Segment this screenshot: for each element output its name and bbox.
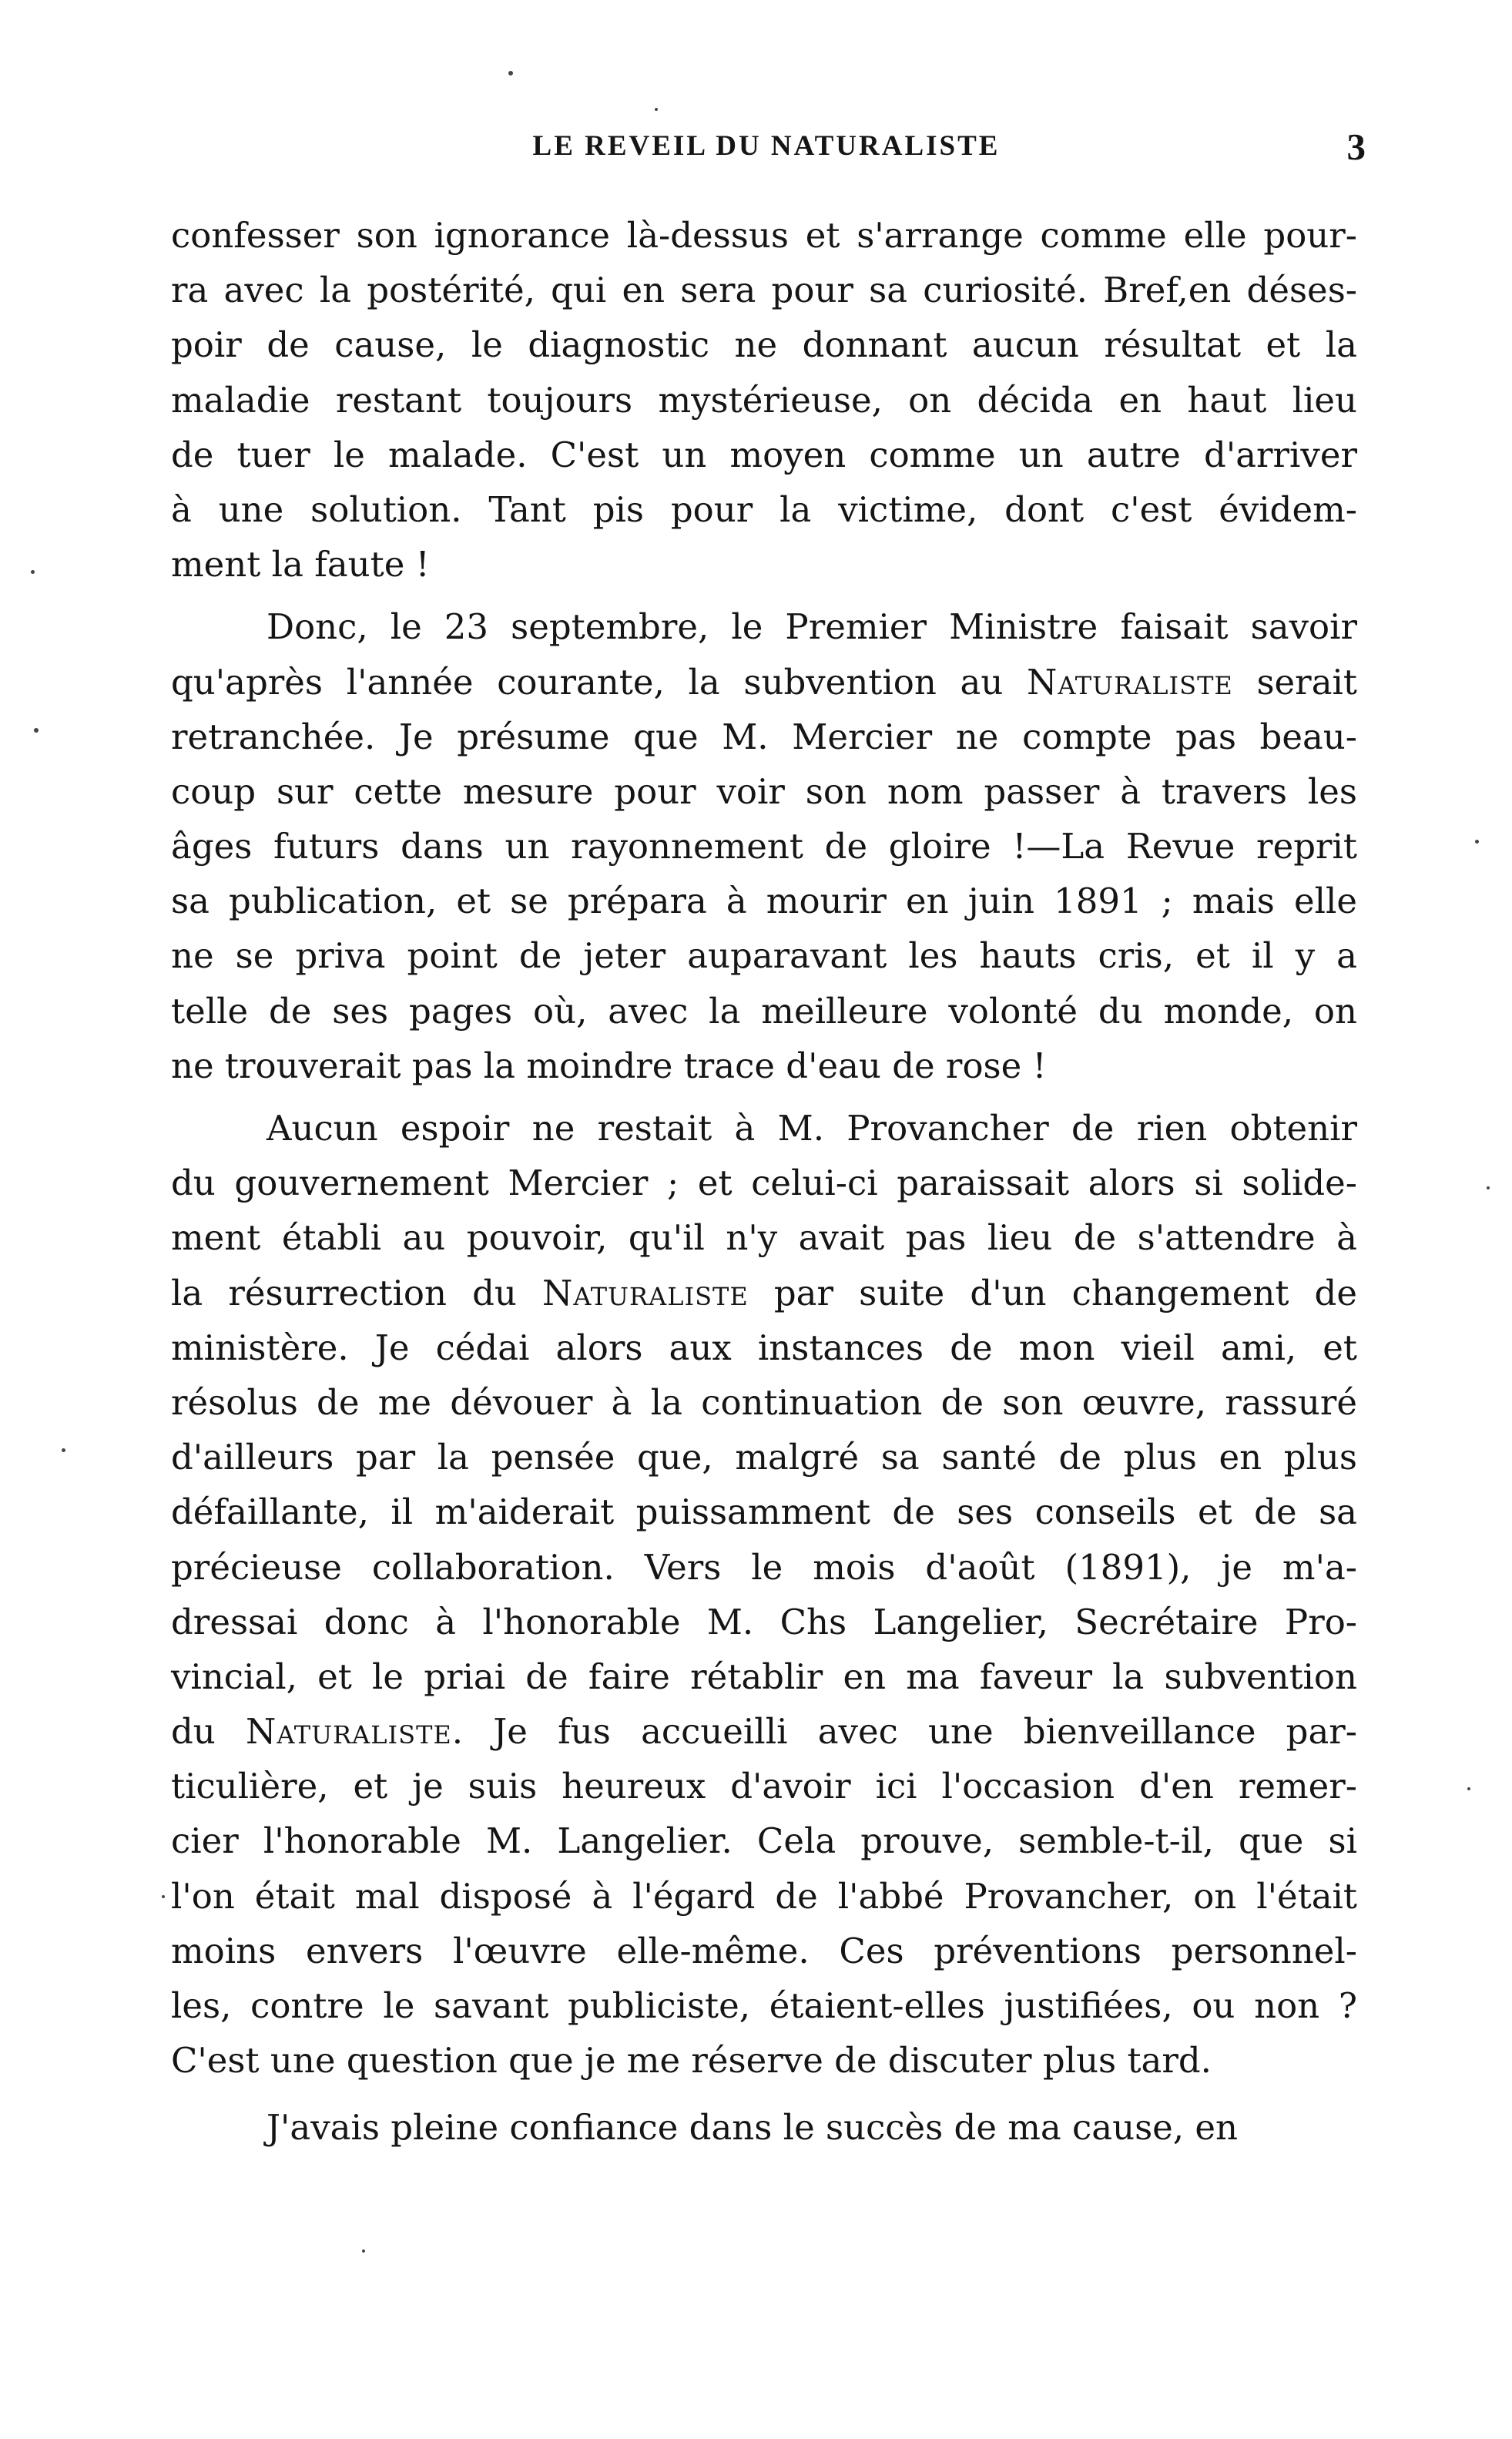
scan-speck xyxy=(655,108,658,111)
scan-speck xyxy=(1487,1186,1490,1189)
text-line: poir de cause, le diagnostic ne donnant aucun résultat et la xyxy=(171,324,1357,366)
text-line: la résurrection du Naturaliste par suite d'un changement de xyxy=(171,1272,1357,1313)
scan-speck xyxy=(1475,840,1479,844)
scan-speck xyxy=(31,570,35,574)
text-line: J'avais pleine confiance dans le succès de ma cause, en xyxy=(267,2107,1239,2149)
page-header xyxy=(173,126,1366,183)
scan-speck xyxy=(362,2249,365,2253)
text-line: de tuer le malade. C'est un moyen comme un autre d'arriver xyxy=(171,434,1357,475)
text-line: qu'après l'année courante, la subvention au Naturaliste serait xyxy=(171,661,1357,703)
scan-speck xyxy=(62,1448,65,1452)
text-line: telle de ses pages où, avec la meilleure volonté du monde, on xyxy=(171,990,1357,1032)
text-line: ne trouverait pas la moindre trace d'eau de rose ! xyxy=(171,1045,1047,1086)
scan-speck xyxy=(508,71,513,75)
text-line: Donc, le 23 septembre, le Premier Ministre faisait savoir xyxy=(267,606,1357,648)
text-line: précieuse collaboration. Vers le mois d'août (1891), je m'a- xyxy=(171,1546,1357,1588)
text-line: du gouvernement Mercier ; et celui-ci paraissait alors si solide- xyxy=(171,1162,1357,1204)
text-line: ne se priva point de jeter auparavant les hauts cris, et il y a xyxy=(171,935,1357,977)
text-line: ra avec la postérité, qui en sera pour sa curiosité. Bref,en déses- xyxy=(171,270,1357,311)
text-line: ministère. Je cédai alors aux instances de mon vieil ami, et xyxy=(171,1327,1357,1368)
text-line: Aucun espoir ne restait à M. Provancher de rien obtenir xyxy=(267,1108,1357,1149)
small-caps-title: Naturaliste xyxy=(246,1711,452,1753)
small-caps-title: Naturaliste xyxy=(1027,661,1233,703)
small-caps-title: Naturaliste xyxy=(541,1272,749,1313)
text-line: l'on était mal disposé à l'égard de l'abbé Provancher, on l'était xyxy=(171,1875,1357,1917)
text-line: ment la faute ! xyxy=(171,544,430,585)
text-line: C'est une question que je me réserve de discuter plus tard. xyxy=(171,2040,1212,2082)
text-line: ticulière, et je suis heureux d'avoir ici l'occasion d'en remer- xyxy=(171,1766,1357,1807)
text-line: sa publication, et se prépara à mourir en juin 1891 ; mais elle xyxy=(171,881,1357,922)
text-line: à une solution. Tant pis pour la victime, dont c'est évidem- xyxy=(171,488,1357,530)
text-line: les, contre le savant publiciste, étaient-elles justifiées, ou non ? xyxy=(171,1985,1357,2026)
text-line: cier l'honorable M. Langelier. Cela prouve, semble-t-il, que si xyxy=(171,1820,1357,1862)
text-line: moins envers l'œuvre elle-même. Ces préventions personnel- xyxy=(171,1930,1357,1971)
scan-speck xyxy=(162,1895,165,1898)
text-line: coup sur cette mesure pour voir son nom passer à travers les xyxy=(171,770,1357,812)
scan-speck xyxy=(1467,1787,1470,1790)
text-line: d'ailleurs par la pensée que, malgré sa santé de plus en plus xyxy=(171,1437,1357,1478)
paragraph xyxy=(171,2100,1357,2155)
text-line: défaillante, il m'aiderait puissamment de ses conseils et de sa xyxy=(171,1491,1357,1533)
text-line: ment établi au pouvoir, qu'il n'y avait pas lieu de s'attendre à xyxy=(171,1217,1357,1259)
text-line: âges futurs dans un rayonnement de gloire !—La Revue reprit xyxy=(171,826,1357,867)
paragraph xyxy=(171,208,1357,592)
text-line: confesser son ignorance là-dessus et s'arrange comme elle pour- xyxy=(171,215,1357,256)
body-text xyxy=(171,208,1357,2156)
scan-speck xyxy=(34,728,39,733)
running-title: LE REVEIL DU NATURALISTE xyxy=(532,130,1001,162)
text-line: du Naturaliste. Je fus accueilli avec une bienveillance par- xyxy=(171,1711,1358,1753)
text-line: résolus de me dévouer à la continuation de son œuvre, rassuré xyxy=(171,1381,1357,1423)
paragraph xyxy=(171,1101,1357,2088)
text-line: vincial, et le priai de faire rétablir en ma faveur la subvention xyxy=(171,1656,1357,1697)
text-line: retranchée. Je présume que M. Mercier ne compte pas beau- xyxy=(171,716,1357,757)
paragraph xyxy=(171,599,1357,1093)
text-line: dressai donc à l'honorable M. Chs Langelier, Secrétaire Pro- xyxy=(171,1601,1357,1642)
text-line: maladie restant toujours mystérieuse, on décida en haut lieu xyxy=(171,379,1357,421)
paragraph-gap xyxy=(171,592,1357,599)
paragraph-gap xyxy=(171,2088,1357,2100)
paragraph-gap xyxy=(171,1093,1357,1101)
page-number: 3 xyxy=(1346,126,1366,168)
